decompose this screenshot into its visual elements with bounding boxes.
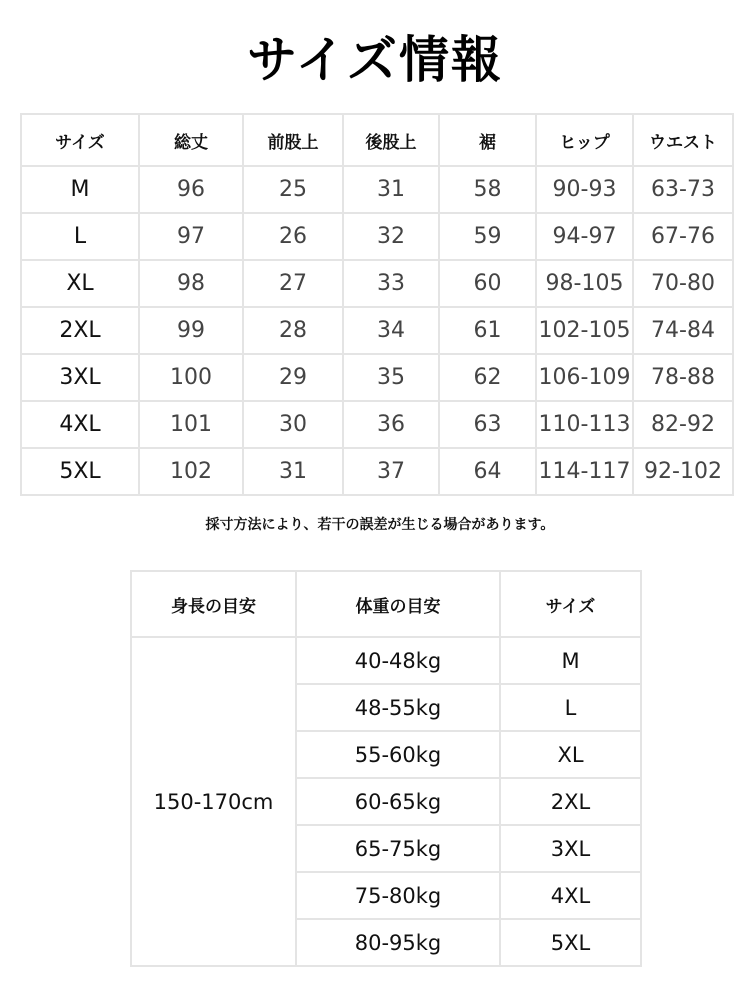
guide-size-cell: 5XL xyxy=(500,919,641,966)
total-length-cell: 97 xyxy=(139,213,243,260)
table-row xyxy=(21,307,733,354)
hem-cell: 62 xyxy=(439,354,536,401)
guide-size-cell: L xyxy=(500,684,641,731)
total-length-cell: 100 xyxy=(139,354,243,401)
size-guide-table xyxy=(130,570,642,967)
hem-cell: 60 xyxy=(439,260,536,307)
guide-size-cell: 3XL xyxy=(500,825,641,872)
hip-cell: 90-93 xyxy=(536,166,633,213)
hem-cell: 63 xyxy=(439,401,536,448)
guide-size-cell: M xyxy=(500,637,641,684)
back-rise-cell: 35 xyxy=(343,354,439,401)
waist-cell: 67-76 xyxy=(633,213,733,260)
header-height-guide: 身長の目安 xyxy=(131,571,296,637)
header-back-rise: 後股上 xyxy=(343,114,439,166)
waist-cell: 74-84 xyxy=(633,307,733,354)
front-rise-cell: 26 xyxy=(243,213,343,260)
size-cell: 5XL xyxy=(21,448,139,495)
hem-cell: 58 xyxy=(439,166,536,213)
front-rise-cell: 25 xyxy=(243,166,343,213)
hip-cell: 94-97 xyxy=(536,213,633,260)
header-hip: ヒップ xyxy=(536,114,633,166)
hip-cell: 114-117 xyxy=(536,448,633,495)
front-rise-cell: 29 xyxy=(243,354,343,401)
size-cell: 4XL xyxy=(21,401,139,448)
total-length-cell: 101 xyxy=(139,401,243,448)
header-total-length: 総丈 xyxy=(139,114,243,166)
header-weight-guide: 体重の目安 xyxy=(296,571,500,637)
guide-size-cell: 4XL xyxy=(500,872,641,919)
weight-cell: 55-60kg xyxy=(296,731,500,778)
size-cell: 2XL xyxy=(21,307,139,354)
hem-cell: 61 xyxy=(439,307,536,354)
weight-cell: 80-95kg xyxy=(296,919,500,966)
hip-cell: 98-105 xyxy=(536,260,633,307)
hip-cell: 102-105 xyxy=(536,307,633,354)
header-front-rise: 前股上 xyxy=(243,114,343,166)
back-rise-cell: 31 xyxy=(343,166,439,213)
hem-cell: 59 xyxy=(439,213,536,260)
weight-cell: 40-48kg xyxy=(296,637,500,684)
header-size: サイズ xyxy=(21,114,139,166)
guide-size-cell: XL xyxy=(500,731,641,778)
guide-table-header-row xyxy=(131,571,641,637)
back-rise-cell: 32 xyxy=(343,213,439,260)
header-guide-size: サイズ xyxy=(500,571,641,637)
total-length-cell: 99 xyxy=(139,307,243,354)
hem-cell: 64 xyxy=(439,448,536,495)
table-row xyxy=(131,637,641,684)
size-cell: M xyxy=(21,166,139,213)
weight-cell: 48-55kg xyxy=(296,684,500,731)
page-title: サイズ情報 xyxy=(247,31,503,89)
table-row xyxy=(21,213,733,260)
size-table xyxy=(20,113,734,496)
back-rise-cell: 34 xyxy=(343,307,439,354)
back-rise-cell: 36 xyxy=(343,401,439,448)
waist-cell: 92-102 xyxy=(633,448,733,495)
back-rise-cell: 33 xyxy=(343,260,439,307)
total-length-cell: 96 xyxy=(139,166,243,213)
measurement-note: 採寸方法により、若干の誤差が生じる場合があります。 xyxy=(205,517,555,533)
header-hem: 裾 xyxy=(439,114,536,166)
table-row xyxy=(21,401,733,448)
weight-cell: 75-80kg xyxy=(296,872,500,919)
header-waist: ウエスト xyxy=(633,114,733,166)
waist-cell: 78-88 xyxy=(633,354,733,401)
table-row xyxy=(21,260,733,307)
front-rise-cell: 27 xyxy=(243,260,343,307)
hip-cell: 106-109 xyxy=(536,354,633,401)
height-range-cell: 150-170cm xyxy=(131,637,296,966)
front-rise-cell: 28 xyxy=(243,307,343,354)
back-rise-cell: 37 xyxy=(343,448,439,495)
table-row xyxy=(21,354,733,401)
total-length-cell: 98 xyxy=(139,260,243,307)
size-cell: L xyxy=(21,213,139,260)
size-cell: 3XL xyxy=(21,354,139,401)
waist-cell: 70-80 xyxy=(633,260,733,307)
size-cell: XL xyxy=(21,260,139,307)
front-rise-cell: 31 xyxy=(243,448,343,495)
weight-cell: 65-75kg xyxy=(296,825,500,872)
hip-cell: 110-113 xyxy=(536,401,633,448)
waist-cell: 63-73 xyxy=(633,166,733,213)
total-length-cell: 102 xyxy=(139,448,243,495)
guide-size-cell: 2XL xyxy=(500,778,641,825)
weight-cell: 60-65kg xyxy=(296,778,500,825)
size-table-header-row xyxy=(21,114,733,166)
waist-cell: 82-92 xyxy=(633,401,733,448)
table-row xyxy=(21,448,733,495)
table-row xyxy=(21,166,733,213)
front-rise-cell: 30 xyxy=(243,401,343,448)
